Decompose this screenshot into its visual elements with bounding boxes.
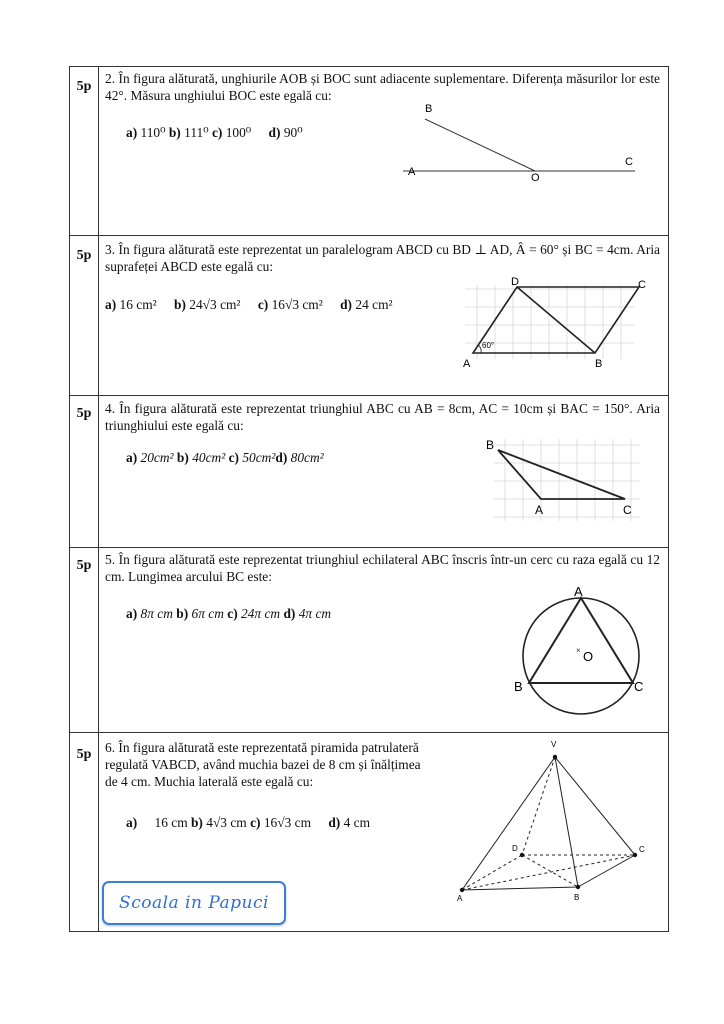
label-D: D xyxy=(512,844,518,853)
label-A: A xyxy=(574,584,583,599)
label-C: C xyxy=(623,503,632,517)
row-divider xyxy=(70,547,668,548)
label-C: C xyxy=(639,845,645,854)
label-B: B xyxy=(595,358,603,370)
problem-5-text: 5. În figura alăturată este reprezentat triunghiul echilateral ABC înscris într-un cerc cu raza egală cu 12 cm. Lungimea arcului BC este: xyxy=(105,552,660,584)
problem-2-answers: a) 110⁰ b) 111⁰ c) 100⁰ d) 90⁰ xyxy=(126,125,303,140)
problem-3-answers: a) 16 cm² b) 24√3 cm² c) 16√3 cm² d) 24 cm² xyxy=(105,297,393,312)
label-A: A xyxy=(408,166,416,178)
row-divider xyxy=(70,235,668,236)
points-label: 5p xyxy=(76,406,92,421)
label-B: B xyxy=(574,893,580,902)
problem-4-text: 4. În figura alăturată este reprezentat triunghiul ABC cu AB = 8cm, AC = 10cm și BAC = 150°. Aria triunghiului este egală cu: xyxy=(105,401,660,433)
points-label: 5p xyxy=(76,79,92,94)
problem-6-answers: a) 16 cm b) 4√3 cm c) 16√3 cm d) 4 cm xyxy=(126,815,371,830)
label-C: C xyxy=(625,156,633,168)
triangle-figure xyxy=(485,435,655,525)
row-divider xyxy=(70,395,668,396)
row-divider xyxy=(70,732,668,733)
label-B: B xyxy=(514,679,523,694)
parallelogram-figure xyxy=(455,275,655,375)
problem-4-answers: a) 20cm² b) 40cm² c) 50cm²d) 80cm² xyxy=(126,450,324,465)
label-A: A xyxy=(463,358,471,370)
points-label: 5p xyxy=(76,747,92,762)
problem-5-answers: a) 8π cm b) 6π cm c) 24π cm d) 4π cm xyxy=(126,606,332,621)
label-C: C xyxy=(634,679,644,694)
svg-text:×: × xyxy=(576,646,581,655)
label-O: O xyxy=(583,649,594,664)
label-C: C xyxy=(638,279,646,291)
points-label: 5p xyxy=(76,248,92,263)
label-A: A xyxy=(535,503,544,517)
angle-figure xyxy=(395,97,645,187)
circle-figure xyxy=(510,577,660,727)
scoala-in-papuci-logo: Scoala in Papuci xyxy=(102,881,286,925)
label-A: A xyxy=(457,894,463,903)
exercise-table xyxy=(69,66,669,932)
label-D: D xyxy=(511,276,519,288)
label-B: B xyxy=(425,103,433,115)
problem-3-text: 3. În figura alăturată este reprezentat un paralelogram ABCD cu BD ⊥ AD, Â = 60° și BC = 4cm. Aria suprafeței ABCD este egală cu: xyxy=(105,242,660,274)
column-divider xyxy=(98,67,99,931)
label-angle: 60° xyxy=(482,341,495,350)
problem-2-text: 2. În figura alăturată, unghiurile AOB și BOC sunt adiacente suplementare. Diferența măsurilor lor este 42°. Măsura unghiului BOC este egală cu: xyxy=(105,71,660,103)
label-V: V xyxy=(551,740,557,749)
points-label: 5p xyxy=(76,558,92,573)
label-O: O xyxy=(531,172,540,184)
label-B: B xyxy=(486,438,495,452)
problem-6-text: 6. În figura alăturată este reprezentată piramida patrulateră regulată VABCD, având muchia bazei de 8 cm și înălțimea de 4 cm. Muchia laterală este egală cu: xyxy=(105,740,421,789)
pyramid-figure xyxy=(455,737,670,907)
